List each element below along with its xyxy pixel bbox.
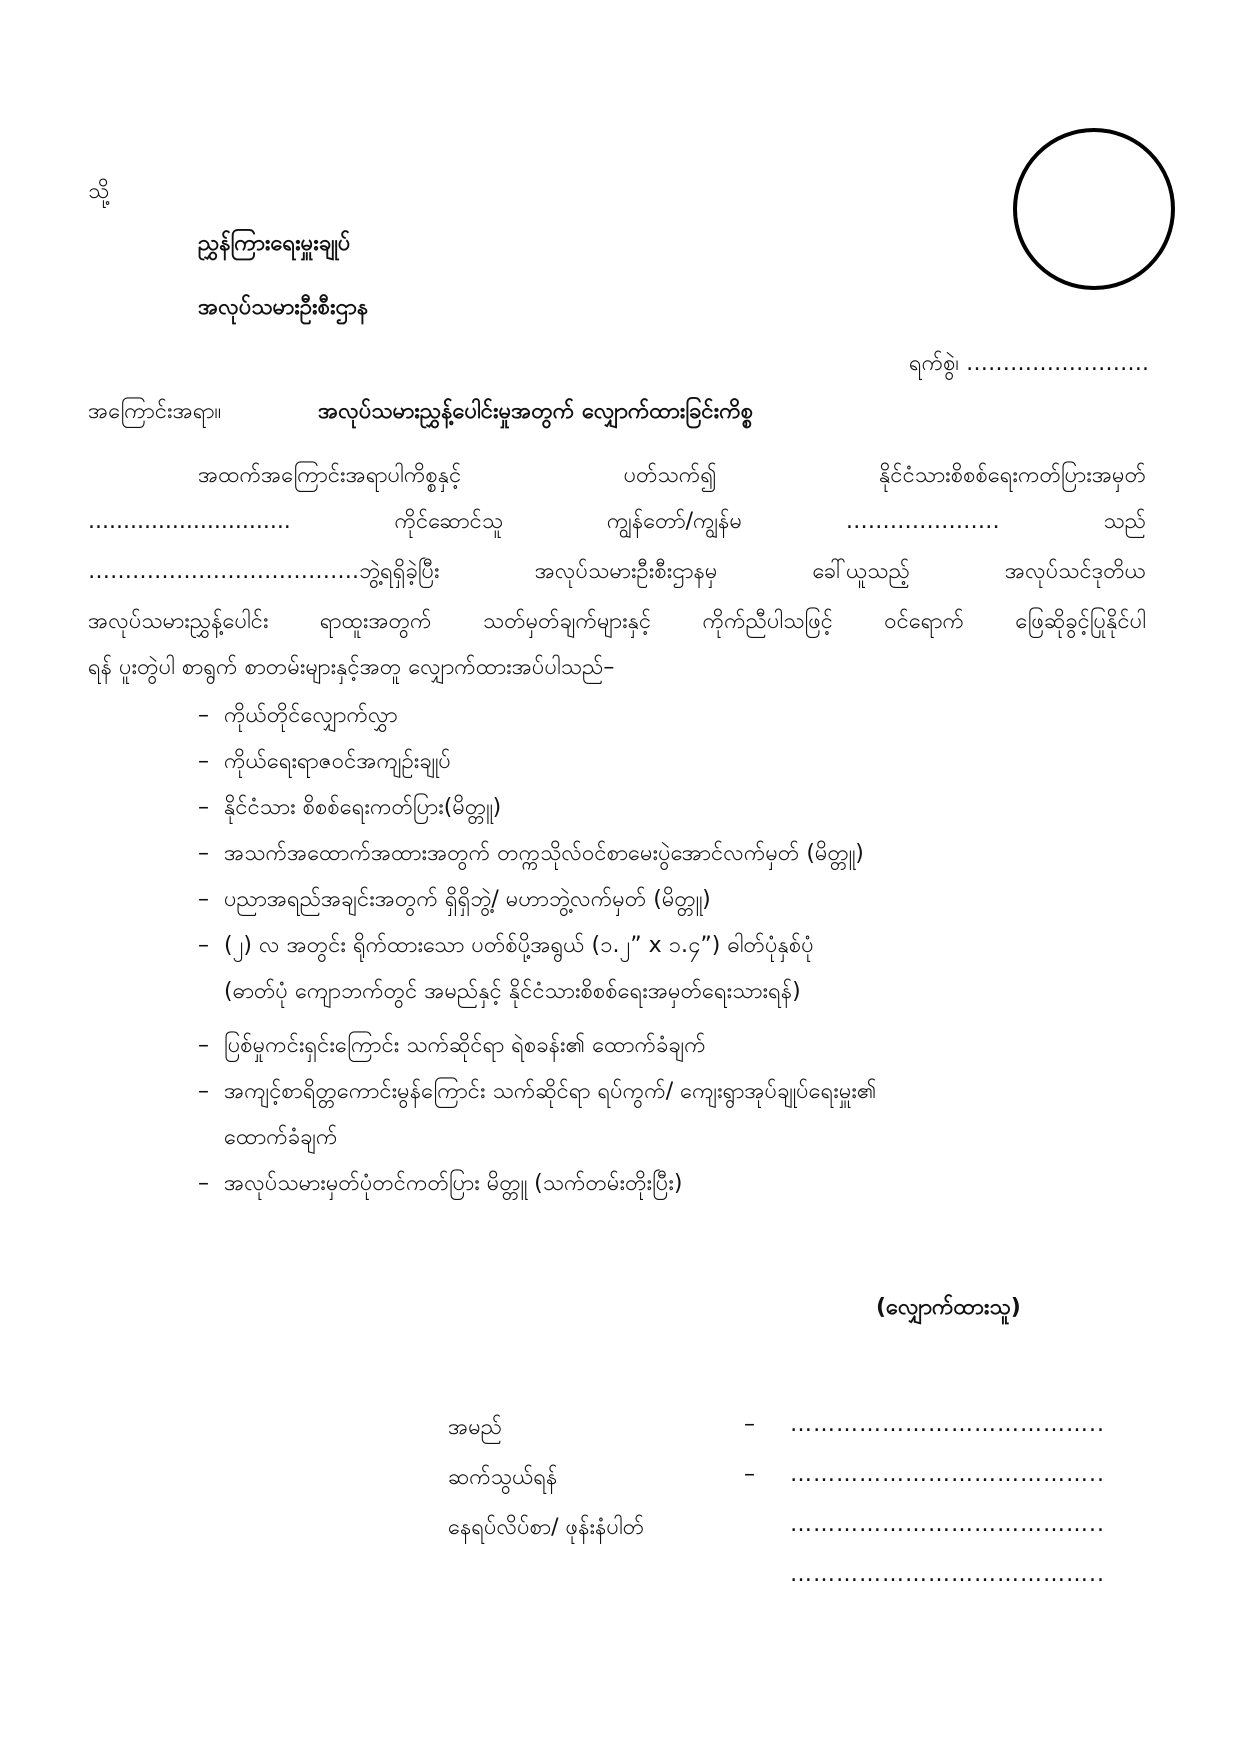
recipient-title: ညွှန်ကြားရေးမှူးချုပ် [198,231,351,256]
subject-text: အလုပ်သမားညွှန့်ပေါင်းမှုအတွက် လျှောက်ထားခြင်းကိစ္စ [318,399,754,424]
list-item: – နိုင်ငံသား စိစစ်ရေးကတ်ပြား(မိတ္တူ) [198,795,502,820]
subject-label: အကြောင်းအရာ။ [88,399,222,424]
name-label: အမည် [448,1415,503,1440]
body-line-3: ……………………………….ဘွဲ့ရရှိခဲ့ပြီး အလုပ်သမားဦးစီးဌာနမှ ခေါ်ယူသည့် အလုပ်သင်ဒုတိယ [88,559,1146,584]
list-item: – ပညာအရည်အချင်းအတွက် ရှိရှိဘွဲ့/ မဟာဘွဲ့လက်မှတ် (မိတ္တူ) [198,887,711,912]
applicant-signature-label: (လျှောက်ထားသူ) [876,1295,1021,1320]
body-line-2: ............................. ကိုင်ဆောင်သူ ကျွန်တော်/ကျွန်မ ………………… သည် [88,509,1146,534]
list-item: – ပြစ်မှုကင်းရှင်းကြောင်း သက်ဆိုင်ရာ ရဲစခန်း၏ ထောက်ခံချက် [198,1033,706,1058]
name-dash: – [744,1412,755,1437]
list-item: – (၂) လ အတွင်း ရိုက်ထားသော ပတ်စ်ပို့အရွယ် (၁.၂” x ၁.၄”) ဓါတ်ပုံနှစ်ပုံ [198,933,814,958]
body-line-1: အထက်အကြောင်းအရာပါကိစ္စနှင့် ပတ်သက်၍ နိုင်ငံသားစိစစ်ရေးကတ်ပြားအမှတ် [198,463,1146,488]
list-item: – အလုပ်သမားမှတ်ပုံတင်ကတ်ပြား မိတ္တူ (သက်တမ်းတိုးပြီး) [198,1171,683,1196]
address-phone-label: နေရပ်လိပ်စာ/ ဖုန်းနံပါတ် [448,1515,645,1540]
name-field: ………………………………….. [790,1412,1105,1437]
contact-label: ဆက်သွယ်ရန် [448,1465,558,1490]
list-item-continuation: ထောက်ခံချက် [224,1125,338,1150]
photo-placeholder-circle [1013,128,1175,290]
recipient-department: အလုပ်သမားဦးစီးဌာန [198,295,369,320]
contact-dash: – [744,1462,755,1487]
address-phone-field-2: ………………………………….. [790,1562,1105,1587]
list-item: – ကိုယ်တိုင်လျှောက်လွှာ [198,703,398,728]
body-line-5: ရန် ပူးတွဲပါ စာရွက် စာတမ်းများနှင့်အတူ လျှောက်ထားအပ်ပါသည်– [88,655,615,680]
list-item: – အကျင့်စာရိတ္တကောင်းမွန်ကြောင်း သက်ဆိုင်ရာ ရပ်ကွက်/ ကျေးရွာအုပ်ချုပ်ရေးမှူး၏ [198,1079,877,1104]
list-item: – ကိုယ်ရေးရာဇဝင်အကျဉ်းချုပ် [198,749,451,774]
body-line-4: အလုပ်သမားညွှန့်ပေါင်း ရာထူးအတွက် သတ်မှတ်ချက်များနှင့် ကိုက်ညီပါသဖြင့် ဝင်ရောက် ဖြေဆိုခွင့်ပြုနိုင်ပါ [88,609,1146,634]
contact-field: ………………………………….. [790,1462,1105,1487]
list-item: – အသက်အထောက်အထားအတွက် တက္ကသိုလ်ဝင်စာမေးပွဲအောင်လက်မှတ် (မိတ္တူ) [198,841,864,866]
to-label: သို့ [88,179,110,204]
address-phone-field: ………………………………….. [790,1512,1105,1537]
list-item-continuation: (ဓာတ်ပုံ ကျောဘက်တွင် အမည်နှင့် နိုင်ငံသားစိစစ်ရေးအမှတ်ရေးသားရန်) [224,979,801,1004]
date-field: ရက်စွဲ၊ ……………………. [908,351,1149,376]
